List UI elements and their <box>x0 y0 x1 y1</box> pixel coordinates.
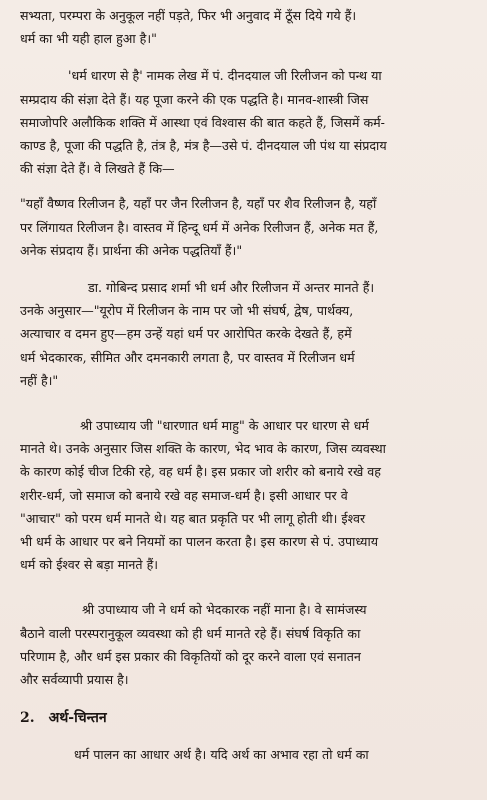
text-line: धर्म को ईश्वर से बड़ा मानते हैं। <box>20 557 159 573</box>
text-line: समाजोपरि अलौकिक शक्ति में आस्था एवं विश्वास की बात कहते हैं, जिसमें कर्म- <box>20 114 385 130</box>
text-line: बैठाने वाली परस्परानुकूल व्यवस्था को ही धर्म मानते रहे हैं। संघर्ष विकृति का <box>20 625 361 641</box>
text-line: के कारण कोई चीज टिकी रहे, वह धर्म है। इस प्रकार जो शरीर को बनाये रखे वह <box>20 464 381 480</box>
text-line: भी धर्म के आधार पर बने नियमों का पालन करता है। इस कारण से पं. उपाध्याय <box>20 534 379 550</box>
text-line: श्री उपाध्याय जी "धारणात धर्म माहु" के आधार पर धारण से धर्म <box>80 418 369 434</box>
paragraph-2 <box>20 64 465 180</box>
text-line: "आचार" को परम धर्म मानते थे। यह बात प्रकृति पर भी लागू होती थी। ईश्वर <box>20 510 366 526</box>
text-line: धर्म का भी यही हाल हुआ है।" <box>20 31 157 47</box>
text-line: अत्याचार व दमन हुए—हम उन्हें यहां धर्म पर आरोपित करके देखते हैं, हमें <box>20 326 352 342</box>
paragraph-5 <box>20 414 465 576</box>
text-line: सम्प्रदाय की संज्ञा देते हैं। यह पूजा करने की एक पद्धति है। मानव-शास्त्री जिस <box>20 91 369 107</box>
text-line: काण्ड है, पूजा की पद्धति है, तंत्र है, मंत्र है—उसे पं. दीनदयाल जी पंथ या संप्रदाय <box>20 138 387 154</box>
text-line: उनके अनुसार—"यूरोप में रिलीजन के नाम पर जो भी संघर्ष, द्वेष, पार्थक्य, <box>20 303 354 319</box>
text-line: अनेक संप्रदाय हैं। प्रार्थना की अनेक पद्धतियाँ हैं।" <box>20 242 243 258</box>
text-line: 'धर्म धारण से है' नामक लेख में पं. दीनदयाल जी रिलीजन को पन्थ या <box>68 68 382 84</box>
paragraph-7 <box>20 743 465 766</box>
text-line: डा. गोबिन्द प्रसाद शर्मा भी धर्म और रिलीजन में अन्तर मानते हैं। <box>88 280 375 296</box>
text-line: मानते थे। उनके अनुसार जिस शक्ति के कारण, भेद भाव के कारण, जिस व्यवस्था <box>20 441 386 457</box>
text-line: नहीं है।" <box>20 372 59 388</box>
text-line: शरीर-धर्म, जो समाज को बनाये रखे वह समाज-धर्म है। इसी आधार पर वे <box>20 487 348 503</box>
paragraph-4 <box>20 276 465 392</box>
section-title: अर्थ-चिन्तन <box>48 710 107 727</box>
text-line: धर्म पालन का आधार अर्थ है। यदि अर्थ का अभाव रहा तो धर्म का <box>74 747 369 763</box>
paragraph-1 <box>20 4 465 50</box>
section-heading <box>20 707 465 729</box>
text-line: और सर्वव्यापी प्रयास है। <box>20 672 129 688</box>
text-line: धर्म भेदकारक, सीमित और दमनकारी लगता है, पर वास्तव में रिलीजन धर्म <box>20 349 355 365</box>
text-line: "यहाँ वैष्णव रिलीजन है, यहाँ पर जैन रिलीजन है, यहाँ पर शैव रिलीजन है, यहाँ <box>20 196 377 212</box>
quote-paragraph <box>20 192 465 262</box>
section-number: 2. <box>20 710 35 727</box>
text-line: परिणाम है, और धर्म इस प्रकार की विकृतियों को दूर करने वाला एवं सनातन <box>20 648 361 664</box>
text-line: श्री उपाध्याय जी ने धर्म को भेदकारक नहीं माना है। वे सामंजस्य <box>82 602 367 618</box>
text-line: सभ्यता, परम्परा के अनुकूल नहीं पड़ते, फिर भी अनुवाद में ठूँस दिये गये हैं। <box>20 8 357 23</box>
paragraph-6 <box>20 598 465 691</box>
text-line: की संज्ञा देते हैं। वे लिखते हैं कि— <box>20 161 175 177</box>
text-line: पर लिंगायत रिलीजन है। वास्तव में हिन्दू धर्म में अनेक रिलीजन हैं, अनेक मत हैं, <box>20 219 379 235</box>
